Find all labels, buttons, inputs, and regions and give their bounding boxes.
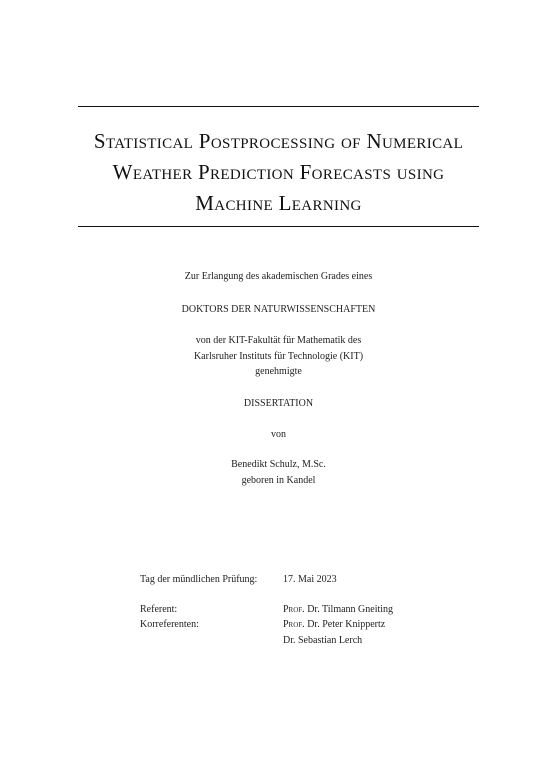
degree-text: DOKTORS DER NATURWISSENSCHAFTEN — [181, 304, 376, 315]
thesis-title — [70, 126, 487, 219]
top-rule — [78, 106, 479, 107]
title-line-2: Weather Prediction Forecasts using — [112, 160, 445, 184]
doc-type-block — [78, 396, 479, 412]
by-text: von — [271, 429, 286, 440]
title-line-1: Statistical Postprocessing of Numerical — [93, 129, 464, 153]
author-birthplace: geboren in Kandel — [241, 474, 316, 486]
title-line-3: Machine Learning — [195, 191, 362, 215]
faculty-block — [78, 333, 479, 380]
purpose-text: Zur Erlangung des akademischen Grades eines — [184, 271, 373, 282]
bottom-rule — [78, 226, 479, 227]
exam-date-label: Tag der mündlichen Prüfung: — [140, 574, 258, 585]
purpose-block — [78, 269, 479, 285]
exam-date-value: 17. Mai 2023 — [283, 574, 337, 585]
coreferee-1 — [283, 617, 385, 633]
author-name: Benedikt Schulz, M.Sc. — [231, 459, 326, 470]
referee-name: Dr. Tilmann Gneiting — [307, 604, 394, 615]
referee-label: Referent: — [140, 604, 178, 615]
by-block — [78, 427, 479, 443]
coreferee-2: Dr. Sebastian Lerch — [283, 635, 363, 646]
coreferee-1-title: Prof. — [283, 619, 305, 630]
coreferee-1-name: Dr. Peter Knippertz — [307, 619, 386, 630]
faculty-line-3: genehmigte — [255, 366, 302, 377]
faculty-line-1: von der KIT-Fakultät für Mathematik des — [195, 335, 362, 346]
author-block — [78, 457, 479, 488]
coreferees-label: Korreferenten: — [140, 619, 199, 630]
faculty-line-2: Karlsruher Instituts für Technologie (KIT) — [193, 350, 364, 362]
doc-type-text: DISSERTATION — [243, 398, 314, 409]
referee-value — [283, 602, 393, 618]
referee-title: Prof. — [283, 604, 305, 615]
degree-block — [78, 302, 479, 318]
